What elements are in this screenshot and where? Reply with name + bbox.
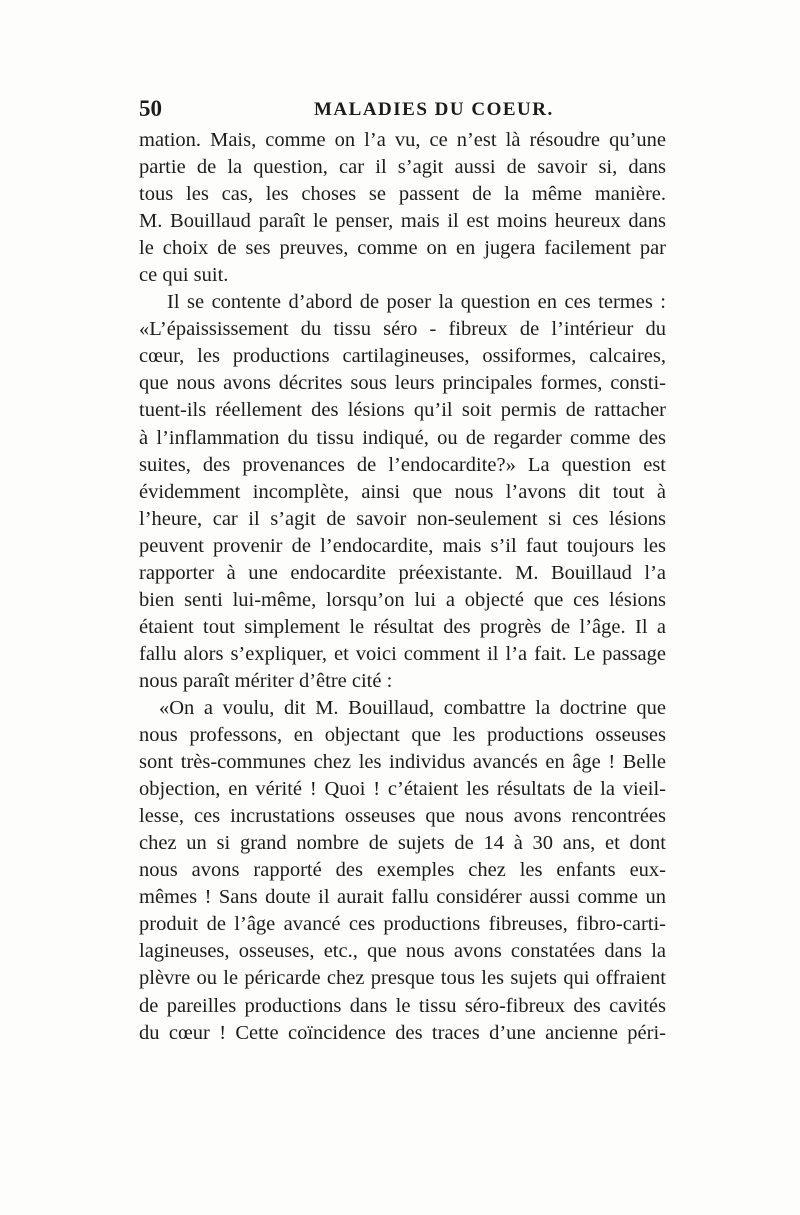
running-title: MALADIES DU COEUR.	[314, 99, 554, 120]
page-number: 50	[139, 96, 162, 121]
running-head	[139, 96, 666, 126]
text-line: suites, des provenances de l’endocardite?» La question est	[139, 453, 666, 476]
text-line: à l’inflammation du tissu indiqué, ou de regarder comme des	[139, 426, 666, 449]
text-line: bien senti lui-même, lorsqu’on lui a objecté que ces lésions	[139, 588, 666, 611]
text-line: partie de la question, car il s’agit aussi de savoir si, dans	[139, 156, 666, 179]
text-line: le choix de ses preuves, comme on en jugera facilement par	[139, 237, 666, 260]
text-line: rapporter à une endocardite préexistante. M. Bouillaud l’a	[139, 561, 666, 584]
text-line: M. Bouillaud paraît le penser, mais il est moins heureux dans	[139, 210, 666, 233]
text-line: chez un si grand nombre de sujets de 14 à 30 ans, et dont	[139, 832, 666, 855]
text-line: ce qui suit.	[139, 264, 229, 287]
text-line: nous avons rapporté des exemples chez les enfants eux-	[139, 859, 666, 882]
text-line: étaient tout simplement le résultat des progrès de l’âge. Il a	[139, 615, 666, 638]
text-line: mation. Mais, comme on l’a vu, ce n’est là résoudre qu’une	[139, 129, 666, 151]
text-line: cœur, les productions cartilagineuses, ossiformes, calcaires,	[139, 345, 666, 368]
body-text	[139, 127, 666, 1047]
text-line: nous professons, en objectant que les productions osseuses	[139, 724, 666, 747]
text-line: objection, en vérité ! Quoi ! c’étaient les résultats de la vieil-	[139, 778, 666, 801]
text-line: tous les cas, les choses se passent de la même manière.	[139, 183, 666, 206]
text-line: plèvre ou le péricarde chez presque tous les sujets qui offraient	[139, 967, 666, 990]
paragraph-start-line: Il se contente d’abord de poser la question en ces termes :	[167, 291, 666, 314]
text-line: lagineuses, osseuses, etc., que nous avons constatées dans la	[139, 940, 666, 963]
text-line: tuent-ils réellement des lésions qu’il soit permis de rattacher	[139, 399, 666, 422]
text-line: de pareilles productions dans le tissu séro-fibreux des cavités	[139, 994, 666, 1017]
text-line: mêmes ! Sans doute il aurait fallu considérer aussi comme un	[139, 886, 666, 909]
text-line: du cœur ! Cette coïncidence des traces d’une ancienne péri-	[139, 1021, 666, 1044]
text-line: l’heure, car il s’agit de savoir non-seulement si ces lésions	[139, 507, 666, 530]
paragraph-start-line: «On a voulu, dit M. Bouillaud, combattre la doctrine que	[159, 696, 666, 719]
text-line: produit de l’âge avancé ces productions fibreuses, fibro-carti-	[139, 913, 666, 936]
text-line: sont très-communes chez les individus avancés en âge ! Belle	[139, 751, 666, 774]
text-line: nous paraît mériter d’être cité :	[139, 669, 393, 692]
text-line: évidemment incomplète, ainsi que nous l’avons dit tout à	[139, 480, 666, 503]
text-line: lesse, ces incrustations osseuses que nous avons rencontrées	[139, 805, 666, 828]
text-line: peuvent provenir de l’endocardite, mais s’il faut toujours les	[139, 534, 666, 557]
text-line: fallu alors s’expliquer, et voici comment il l’a fait. Le passage	[139, 642, 666, 665]
text-line: que nous avons décrites sous leurs principales formes, consti-	[139, 372, 666, 395]
text-line: «L’épaississement du tissu séro - fibreux de l’intérieur du	[139, 318, 666, 341]
